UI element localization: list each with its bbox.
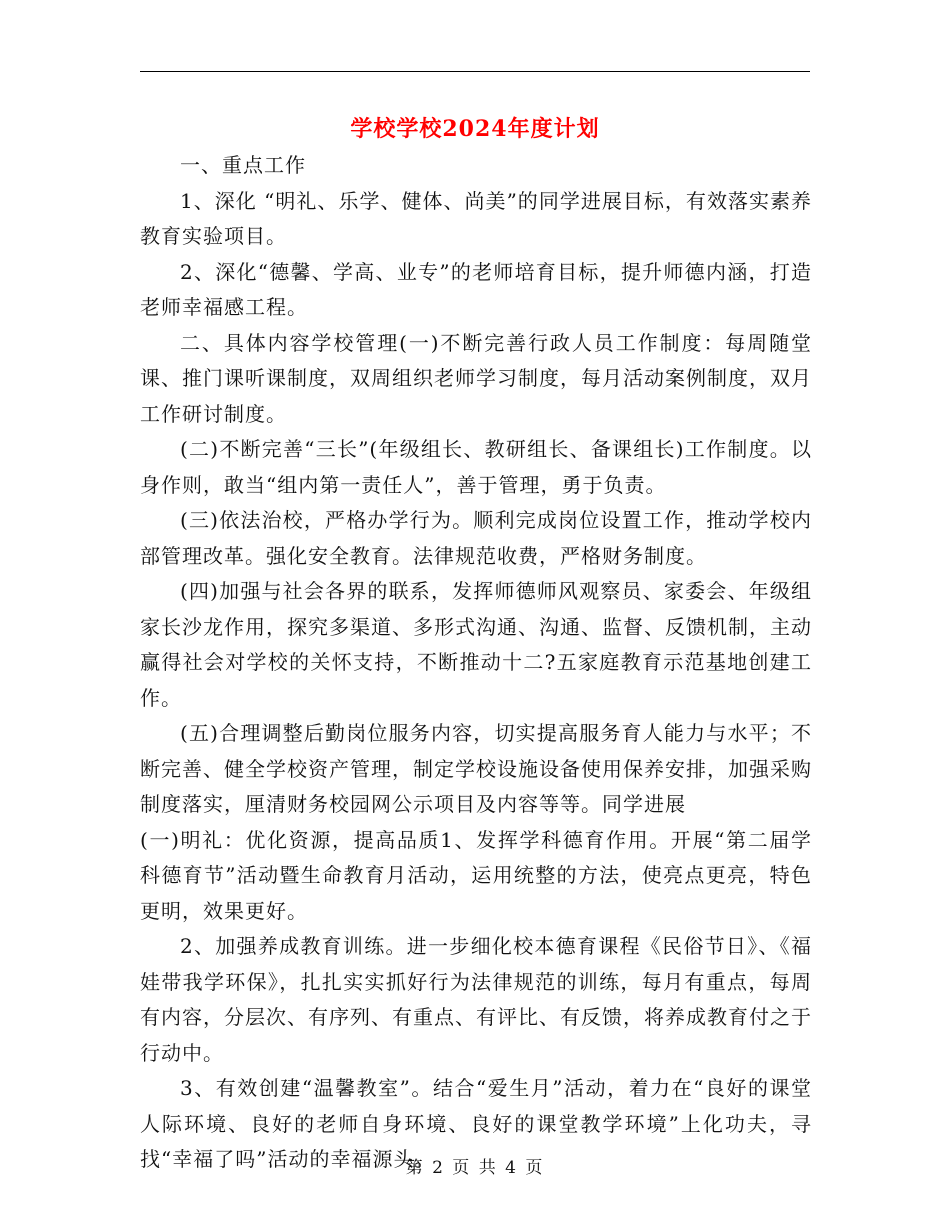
page-number-footer: 第 2 页 共 4 页: [405, 1158, 545, 1178]
paragraph-9: (一)明礼：优化资源，提高品质1、发挥学科德育作用。开展“第二届学科德育节”活动暨生命教育月活动，运用统整的方法，使亮点更亮，特色更明，效果更好。: [140, 827, 812, 923]
paragraph-8: (五)合理调整后勤岗位服务内容，切实提高服务育人能力与水平；不断完善、健全学校资产管理，制定学校设施设备使用保养安排，加强采购制度落实，厘清财务校园网公示项目及内容等等。同学进展: [140, 721, 812, 816]
paragraph-5: (二)不断完善“三长”(年级组长、教研组长、备课组长)工作制度。以身作则，敢当“组内第一责任人”，善于管理，勇于负责。: [140, 437, 812, 497]
paragraph-10: 2、加强养成教育训练。进一步细化校本德育课程《民俗节日》、《福娃带我学环保》，扎扎实实抓好行为法律规范的训练，每月有重点，每周有内容，分层次、有序列、有重点、有评比、有反馈，将养成教育付之于行动中。: [140, 934, 812, 1065]
document-body: [140, 148, 812, 1178]
paragraph-11: 3、有效创建“温馨教室”。结合“爱生月”活动，着力在“良好的课堂人际环境、良好的老师自身环境、良好的课堂教学环境”上化功夫，寻找“幸福了吗”活动的幸福源头。: [140, 1076, 812, 1171]
paragraph-2: 1、深化 “明礼、乐学、健体、尚美”的同学进展目标，有效落实素养教育实验项目。: [140, 188, 812, 248]
paragraph-7: (四)加强与社会各界的联系，发挥师德师风观察员、家委会、年级组家长沙龙作用，探究多渠道、多形式沟通、沟通、监督、反馈机制，主动赢得社会对学校的关怀支持，不断推动十二?五家庭教育示范基地创建工作。: [140, 579, 812, 710]
paragraph-6: (三)依法治校，严格办学行为。顺利完成岗位设置工作，推动学校内部管理改革。强化安全教育。法律规范收费，严格财务制度。: [140, 508, 812, 568]
document-title: 学校学校2024年度计划: [350, 116, 600, 142]
header-rule: [140, 71, 810, 72]
paragraph-4: 二、具体内容学校管理(一)不断完善行政人员工作制度：每周随堂课、推门课听课制度，双周组织老师学习制度，每月活动案例制度，双月工作研讨制度。: [140, 330, 812, 426]
paragraph-3: 2、深化“德馨、学高、业专”的老师培育目标，提升师德内涵，打造老师幸福感工程。: [140, 259, 812, 319]
paragraph-1: 一、重点工作: [180, 153, 306, 177]
